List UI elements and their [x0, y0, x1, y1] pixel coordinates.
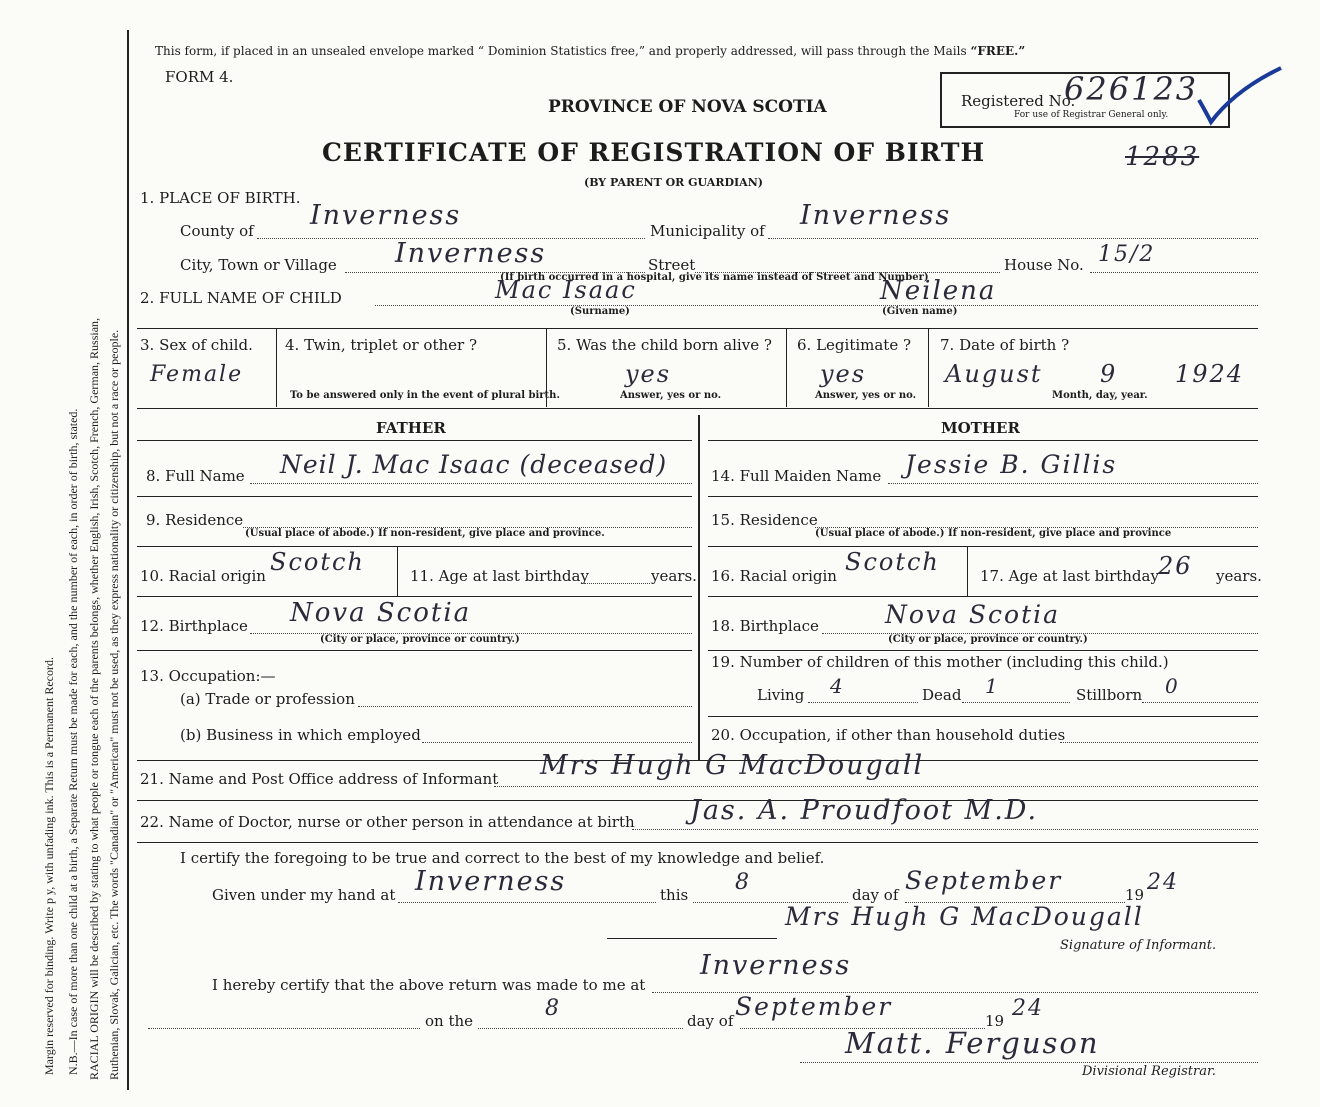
dead-value: 1: [985, 674, 1000, 698]
certify-statement: I certify the foregoing to be true and correct to the best of my knowledge and belief.: [180, 849, 825, 867]
informant-signature-caption: Signature of Informant.: [1060, 938, 1217, 953]
registration-box: [940, 72, 1230, 128]
given-dayof-label: day of: [852, 886, 899, 904]
registrar-use-note: For use of Registrar General only.: [1014, 110, 1169, 120]
informant-signature: Mrs Hugh G MacDougall: [785, 902, 1144, 931]
hospital-note: (If birth occurred in a hospital, give its name instead of Street and Number): [500, 272, 929, 283]
legitimate-note: Answer, yes or no.: [815, 390, 917, 401]
doctor-value: Jas. A. Proudfoot M.D.: [690, 795, 1039, 826]
given-under-label: Given under my hand at: [212, 886, 396, 904]
father-age-label: 11. Age at last birthday: [410, 567, 589, 585]
given-year: 24: [1147, 870, 1179, 895]
doctor-label: 22. Name of Doctor, nurse or other person in attendance at birth: [140, 813, 635, 831]
father-birthplace-note: (City or place, province or country.): [320, 634, 520, 645]
informant-label: 21. Name and Post Office address of Informant: [140, 770, 499, 788]
county-value: Inverness: [310, 200, 462, 231]
child-name-label: 2. FULL NAME OF CHILD: [140, 289, 342, 307]
dob-label: 7. Date of birth ?: [940, 336, 1070, 354]
dob-day: 9: [1100, 360, 1118, 388]
father-birthplace-value: Nova Scotia: [290, 598, 472, 628]
house-label: House No.: [1004, 256, 1084, 274]
mother-age-label: 17. Age at last birthday: [980, 567, 1159, 585]
alive-label: 5. Was the child born alive ?: [557, 336, 772, 354]
place-of-birth-label: 1. PLACE OF BIRTH.: [140, 189, 301, 207]
mail-note: This form, if placed in an unsealed envelope marked “ Dominion Statistics free,” and properly addressed, will pass through the Mails “FREE.”: [155, 44, 1026, 58]
father-birthplace-label: 12. Birthplace: [140, 617, 248, 635]
living-value: 4: [830, 674, 845, 698]
on-the-label: on the: [425, 1012, 474, 1030]
legitimate-value: yes: [820, 360, 867, 388]
father-name-label: 8. Full Name: [146, 467, 245, 485]
given-name-caption: (Given name): [882, 306, 958, 317]
form-number: FORM 4.: [165, 68, 234, 86]
legitimate-label: 6. Legitimate ?: [797, 336, 912, 354]
informant-value: Mrs Hugh G MacDougall: [540, 750, 925, 781]
given-month: September: [905, 866, 1063, 895]
municipality-value: Inverness: [800, 200, 952, 231]
given-day: 8: [735, 870, 751, 895]
dob-month: August: [945, 360, 1043, 388]
mother-birthplace-label: 18. Birthplace: [711, 617, 819, 635]
father-occupation-label: 13. Occupation:—: [140, 667, 276, 685]
city-label: City, Town or Village: [180, 256, 337, 274]
father-age-unit: years.: [651, 567, 697, 585]
certificate-title: CERTIFICATE OF REGISTRATION OF BIRTH: [322, 138, 986, 167]
dob-year: 1924: [1175, 360, 1245, 388]
blue-check-mark: [1195, 66, 1285, 126]
father-residence-note: (Usual place of abode.) If non-resident, give place and province.: [245, 528, 605, 539]
stamp-number: 1283: [1125, 142, 1200, 172]
given-year-prefix: 19: [1125, 886, 1145, 904]
given-place: Inverness: [415, 866, 567, 897]
surname-caption: (Surname): [570, 306, 630, 317]
street-label: Street: [648, 256, 696, 274]
father-business-label: (b) Business in which employed: [180, 726, 421, 744]
father-origin-label: 10. Racial origin: [140, 567, 266, 585]
father-name-value: Neil J. Mac Isaac (deceased): [280, 450, 668, 479]
sex-value: Female: [150, 362, 244, 387]
mother-birthplace-value: Nova Scotia: [885, 600, 1061, 629]
mother-name-value: Jessie B. Gillis: [905, 450, 1118, 479]
return-day: 8: [545, 996, 561, 1021]
child-name-line: [375, 305, 1258, 306]
city-value: Inverness: [395, 238, 547, 269]
mother-residence-label: 15. Residence: [711, 511, 818, 529]
municipality-line: [768, 238, 1258, 239]
return-year-prefix: 19: [985, 1012, 1005, 1030]
sex-label: 3. Sex of child.: [140, 336, 253, 354]
child-given-name: Neilena: [880, 276, 997, 306]
mother-residence-note: (Usual place of abode.) If non-resident, give place and province: [815, 528, 1172, 539]
child-surname: Mac Isaac: [495, 276, 637, 304]
municipality-label: Municipality of: [650, 222, 765, 240]
alive-note: Answer, yes or no.: [620, 390, 722, 401]
mother-name-label: 14. Full Maiden Name: [711, 467, 882, 485]
alive-value: yes: [625, 360, 672, 388]
registered-no-label: Registered No.: [961, 92, 1076, 110]
province-heading: PROVINCE OF NOVA SCOTIA: [548, 97, 827, 117]
registrar-signature: Matt. Ferguson: [845, 1026, 1100, 1060]
registrar-caption: Divisional Registrar.: [1082, 1064, 1216, 1079]
stillborn-label: Stillborn: [1076, 686, 1143, 704]
father-residence-label: 9. Residence: [146, 511, 244, 529]
registered-no-value: 626123: [1064, 70, 1199, 108]
dob-note: Month, day, year.: [1052, 390, 1148, 401]
twin-note: To be answered only in the event of plural birth.: [290, 390, 560, 401]
this-label: this: [660, 886, 689, 904]
stillborn-value: 0: [1165, 674, 1180, 698]
return-year: 24: [1012, 996, 1044, 1021]
twin-label: 4. Twin, triplet or other ?: [285, 336, 477, 354]
father-heading: FATHER: [376, 419, 446, 437]
father-origin-value: Scotch: [270, 548, 365, 576]
mother-birthplace-note: (City or place, province or country.): [888, 634, 1088, 645]
mother-children-label: 19. Number of children of this mother (including this child.): [711, 653, 1169, 671]
county-label: County of: [180, 222, 254, 240]
binding-margin-line: [127, 30, 129, 1090]
mother-age-unit: years.: [1216, 567, 1262, 585]
living-label: Living: [757, 686, 805, 704]
house-value: 15/2: [1098, 242, 1156, 267]
certificate-subtitle: (BY PARENT OR GUARDIAN): [584, 176, 763, 189]
margin-note: Margin reserved for binding. Write p y, with unfading ink. This is a Permanent Record.: [42, 657, 56, 1075]
return-place: Inverness: [700, 950, 852, 981]
mother-heading: MOTHER: [941, 419, 1020, 437]
nb-note: N.B.—In case of more than one child at a birth, a Separate Return must be made for each, and the number of each, in order of birth, stated.: [66, 408, 80, 1075]
mother-age-value: 26: [1158, 552, 1193, 580]
return-month: September: [735, 992, 893, 1021]
dead-label: Dead: [922, 686, 962, 704]
mother-origin-label: 16. Racial origin: [711, 567, 837, 585]
mother-occupation-label: 20. Occupation, if other than household duties: [711, 726, 1066, 744]
father-trade-label: (a) Trade or profession: [180, 690, 355, 708]
return-dayof-label: day of: [687, 1012, 734, 1030]
mother-origin-value: Scotch: [845, 548, 940, 576]
racial-origin-note-1: RACIAL ORIGIN will be described by stating to what people or tongue each of the parents belongs, whether English, Irish, Scotch, French, German, Russian,: [87, 317, 101, 1080]
return-label: I hereby certify that the above return was made to me at: [212, 976, 646, 994]
house-line: [1090, 272, 1258, 273]
racial-origin-note-2: Ruthenian, Slovak, Galician, etc. The words "Canadian" or "American" must not be used, as they express nationality or citizenship, but not a race or people.: [107, 329, 121, 1080]
